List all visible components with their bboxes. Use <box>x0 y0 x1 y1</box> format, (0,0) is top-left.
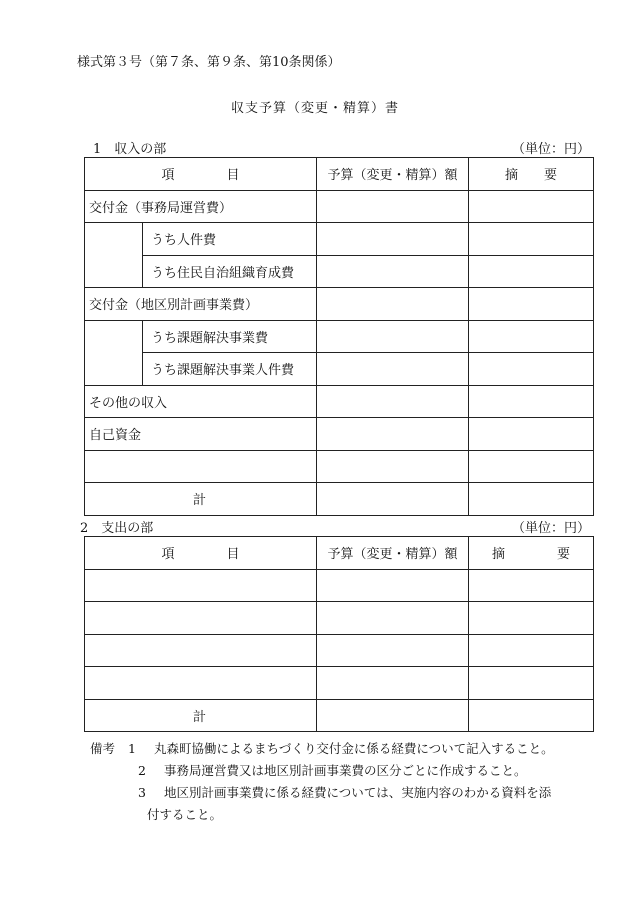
amount-cell[interactable] <box>317 385 469 418</box>
amount-cell[interactable] <box>317 602 469 635</box>
table-row <box>85 634 594 667</box>
table-header-row <box>85 537 594 570</box>
income-unit-label: （単位：円） <box>512 142 591 157</box>
table-row <box>85 450 594 483</box>
note-continuation: 付すること。 <box>147 807 223 822</box>
total-amount-cell[interactable] <box>317 699 469 732</box>
amount-cell[interactable] <box>317 320 469 353</box>
total-remarks-cell[interactable] <box>469 483 594 516</box>
table-row <box>85 385 594 418</box>
note-number: 3 <box>138 785 146 800</box>
row-label: 自己資金 <box>85 418 317 451</box>
remarks-cell[interactable] <box>469 450 594 483</box>
remarks-cell[interactable] <box>469 667 594 700</box>
row-label: うち人件費 <box>143 223 317 256</box>
remarks-cell[interactable] <box>469 288 594 321</box>
amount-cell[interactable] <box>317 418 469 451</box>
note-text: 地区別計画事業費に係る経費については、実施内容のわかる資料を添 <box>163 785 552 800</box>
remarks-cell[interactable] <box>469 255 594 288</box>
remarks-cell[interactable] <box>469 602 594 635</box>
amount-cell[interactable] <box>317 450 469 483</box>
item-cell[interactable] <box>85 569 317 602</box>
total-label: 計 <box>85 699 317 732</box>
total-amount-cell[interactable] <box>317 483 469 516</box>
header-remarks: 摘 要 <box>469 537 594 570</box>
note-item <box>90 738 610 760</box>
expense-table <box>84 536 594 732</box>
document-title: 収支予算（変更・精算）書 <box>230 101 399 116</box>
item-cell[interactable] <box>85 667 317 700</box>
table-row <box>85 353 594 386</box>
header-amount: 予算（変更・精算）額 <box>317 537 469 570</box>
amount-cell[interactable] <box>317 634 469 667</box>
note-item <box>90 782 610 804</box>
total-row <box>85 483 594 516</box>
amount-cell[interactable] <box>317 353 469 386</box>
header-item: 項 目 <box>85 537 317 570</box>
amount-cell[interactable] <box>317 288 469 321</box>
row-label: 交付金（地区別計画事業費） <box>85 288 317 321</box>
form-number: 様式第３号（第７条、第９条、第10条関係） <box>77 55 341 70</box>
header-amount: 予算（変更・精算）額 <box>317 158 469 191</box>
remarks-cell[interactable] <box>469 418 594 451</box>
indent-spacer <box>85 320 143 385</box>
header-remarks: 摘 要 <box>469 158 594 191</box>
total-label: 計 <box>85 483 317 516</box>
remarks-cell[interactable] <box>469 353 594 386</box>
income-section-title: 1 収入の部 <box>93 142 167 157</box>
table-row <box>85 667 594 700</box>
table-row <box>85 320 594 353</box>
remarks-cell[interactable] <box>469 320 594 353</box>
amount-cell[interactable] <box>317 255 469 288</box>
note-item <box>90 760 610 782</box>
amount-cell[interactable] <box>317 667 469 700</box>
table-row <box>85 569 594 602</box>
indent-spacer <box>85 223 143 288</box>
expense-section-title: 2 支出の部 <box>80 521 154 536</box>
notes-block <box>90 738 610 826</box>
item-cell[interactable] <box>85 602 317 635</box>
note-text: 丸森町協働によるまちづくり交付金に係る経費について記入すること。 <box>153 741 554 756</box>
remarks-cell[interactable] <box>469 190 594 223</box>
table-row <box>85 288 594 321</box>
item-cell[interactable] <box>85 634 317 667</box>
remarks-cell[interactable] <box>469 634 594 667</box>
note-number: 2 <box>138 763 146 778</box>
remarks-cell[interactable] <box>469 569 594 602</box>
row-label: 交付金（事務局運営費） <box>85 190 317 223</box>
remarks-cell[interactable] <box>469 385 594 418</box>
total-row <box>85 699 594 732</box>
row-label: うち課題解決事業人件費 <box>143 353 317 386</box>
expense-unit-label: （単位：円） <box>512 521 591 536</box>
table-row <box>85 602 594 635</box>
row-label: その他の収入 <box>85 385 317 418</box>
row-label: うち課題解決事業費 <box>143 320 317 353</box>
amount-cell[interactable] <box>317 569 469 602</box>
notes-heading: 備考 <box>90 741 116 756</box>
table-row <box>85 418 594 451</box>
total-remarks-cell[interactable] <box>469 699 594 732</box>
note-text: 事務局運営費又は地区別計画事業費の区分ごとに作成すること。 <box>163 763 527 778</box>
table-header-row <box>85 158 594 191</box>
income-table <box>84 157 594 516</box>
remarks-cell[interactable] <box>469 223 594 256</box>
row-label: うち住民自治組織育成費 <box>143 255 317 288</box>
row-label[interactable] <box>85 450 317 483</box>
note-number: 1 <box>127 741 136 756</box>
amount-cell[interactable] <box>317 223 469 256</box>
amount-cell[interactable] <box>317 190 469 223</box>
table-row <box>85 223 594 256</box>
header-item: 項 目 <box>85 158 317 191</box>
table-row <box>85 190 594 223</box>
table-row <box>85 255 594 288</box>
